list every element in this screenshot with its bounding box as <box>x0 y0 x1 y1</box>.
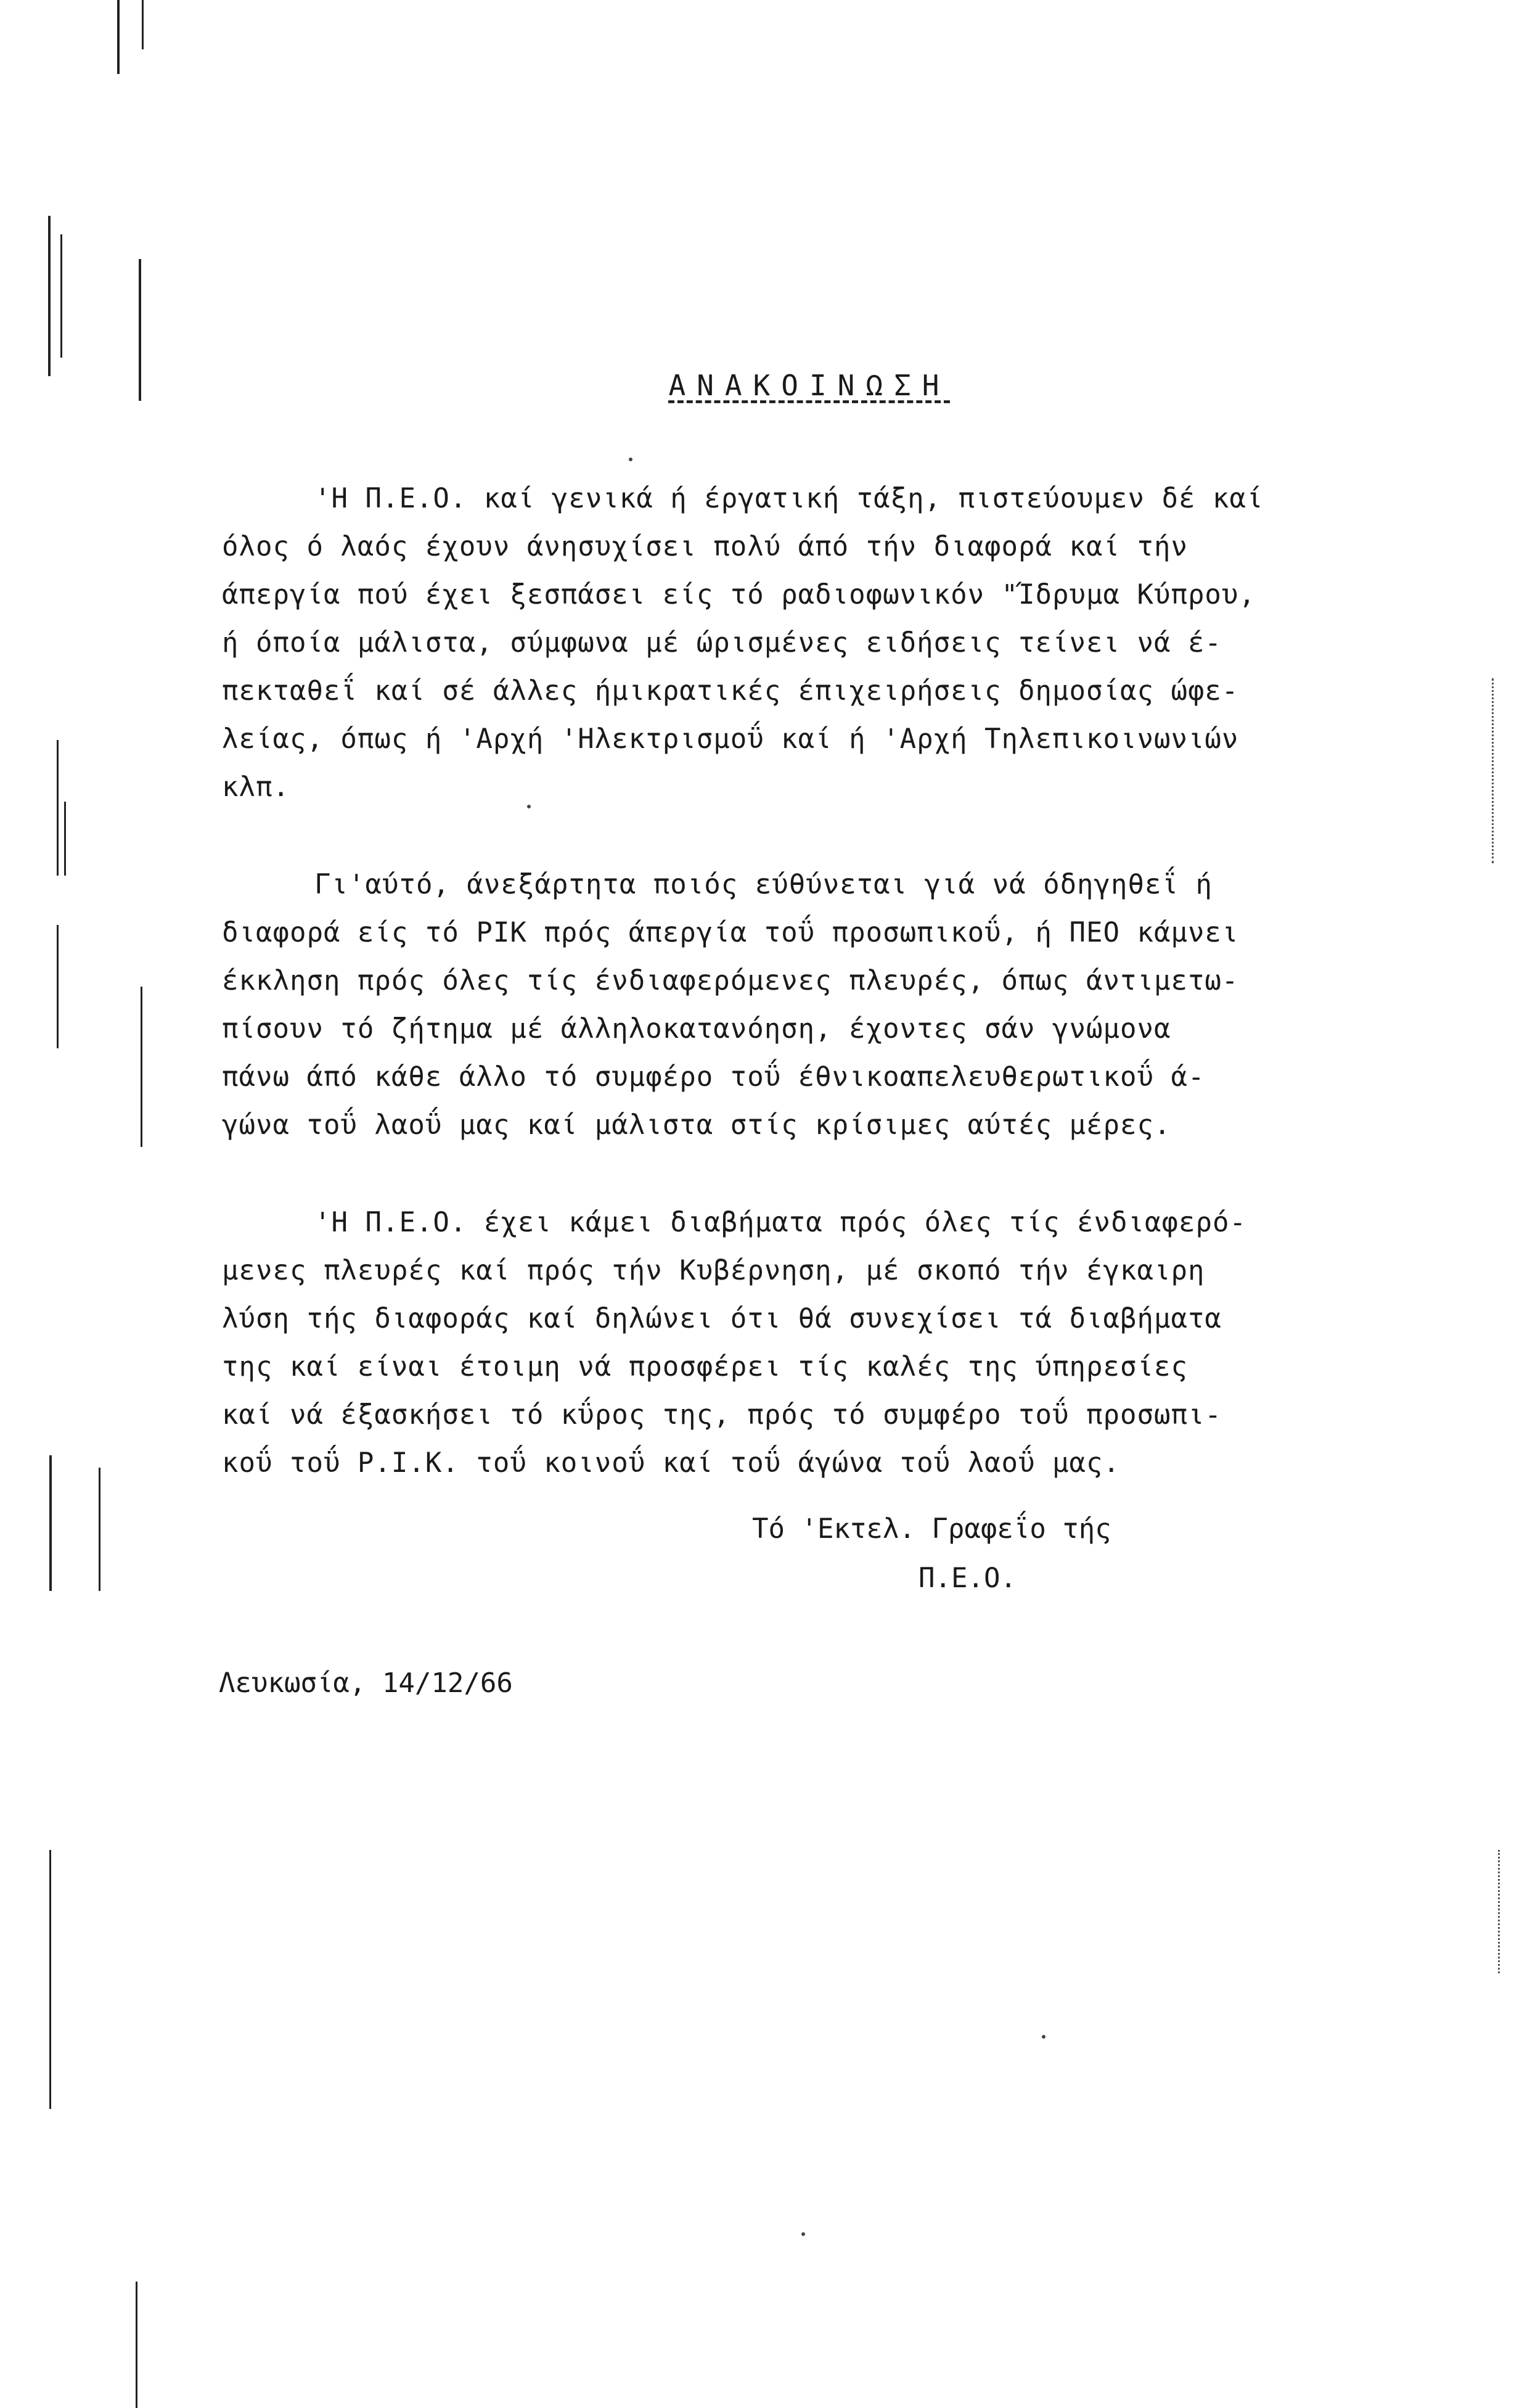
scan-artifact-line <box>48 216 51 376</box>
scan-artifact-line <box>64 802 66 876</box>
signature-block <box>752 1505 1307 1603</box>
scan-artifact-line <box>60 234 62 358</box>
text-line: έκκληση πρός όλες τίς ένδιαφερόμενες πλευρές, όπως άντιμετω- <box>222 965 1239 996</box>
scan-artifact-line <box>49 1455 52 1591</box>
text-line: κοΰ τοΰ Ρ.Ι.Κ. τοΰ κοινοΰ καί τοΰ άγώνα τοΰ λαοΰ μας. <box>222 1447 1120 1479</box>
text-line: άπεργία πού έχει ξεσπάσει είς τό ραδιοφωνικόν "Ίδρυμα Κύπρου, <box>222 579 1256 610</box>
scan-artifact-line <box>136 2282 137 2408</box>
paragraph-3 <box>222 1199 1381 1487</box>
place-date: Λευκωσία, 14/12/66 <box>219 1667 513 1699</box>
text-line: λύση τής διαφοράς καί δηλώνει ότι θά συνεχίσει τά διαβήματα <box>222 1303 1222 1334</box>
text-line: 'Η Π.Ε.Ο. έχει κάμει διαβήματα πρός όλες τίς ένδιαφερό- <box>314 1207 1246 1238</box>
text-line: πίσουν τό ζήτημα μέ άλληλοκατανόηση, έχοντες σάν γνώμονα <box>222 1013 1171 1045</box>
text-line: λείας, όπως ή 'Αρχή 'Ηλεκτρισμοΰ καί ή 'Αρχή Τηλεπικοινωνιών <box>222 723 1239 755</box>
scan-artifact-dots <box>1498 1850 1500 1973</box>
scan-artifact-line <box>99 1468 100 1591</box>
scan-speck <box>629 458 632 461</box>
scan-artifact-line <box>57 925 59 1048</box>
text-line: γώνα τοΰ λαοΰ μας καί μάλιστα στίς κρίσιμες αύτές μέρες. <box>222 1109 1171 1141</box>
scan-artifact-line <box>49 1850 51 2109</box>
text-line: Γι'αύτό, άνεξάρτητα ποιός εύθύνεται γιά νά όδηγηθεΐ ή <box>314 869 1213 900</box>
scan-artifact-line <box>141 987 142 1147</box>
text-line: κλπ. <box>222 771 290 803</box>
scan-artifact-line <box>142 0 144 49</box>
paragraph-2 <box>222 861 1381 1149</box>
paragraph-1 <box>222 475 1381 812</box>
text-line: της καί είναι έτοιμη νά προσφέρει τίς καλές της ύπηρεσίες <box>222 1351 1188 1383</box>
document-body <box>222 475 1381 1537</box>
text-line: διαφορά είς τό ΡΙΚ πρός άπεργία τοΰ προσωπικοΰ, ή ΠΕΟ κάμνει <box>222 917 1239 948</box>
text-line: πεκταθεΐ καί σέ άλλες ήμικρατικές έπιχειρήσεις δημοσίας ώφε- <box>222 675 1239 707</box>
text-line: όλος ό λαός έχουν άνησυχίσει πολύ άπό τήν διαφορά καί τήν <box>222 531 1188 562</box>
text-line: καί νά έξασκήσει τό κΰρος της, πρός τό συμφέρο τοΰ προσωπι- <box>222 1399 1222 1431</box>
text-line: μενες πλευρές καί πρός τήν Κυβέρνηση, μέ σκοπό τήν έγκαιρη <box>222 1255 1205 1286</box>
scan-speck <box>1042 2035 1045 2039</box>
text-line: 'Η Π.Ε.Ο. καί γενικά ή έργατική τάξη, πιστεύουμεν δέ καί <box>314 483 1264 514</box>
scan-artifact-dots <box>1492 678 1494 863</box>
signature-line-1: Τό 'Εκτελ. Γραφεΐο τής <box>752 1513 1111 1545</box>
text-line: πάνω άπό κάθε άλλο τό συμφέρο τοΰ έθνικοαπελευθερωτικοΰ ά- <box>222 1061 1205 1093</box>
scan-speck <box>801 2232 805 2236</box>
scan-artifact-line <box>57 740 59 876</box>
scan-artifact-line <box>117 0 120 74</box>
signature-line-2: Π.Ε.Ο. <box>919 1563 1017 1594</box>
document-title: ΑΝΑΚΟΙΝΩΣΗ <box>668 369 951 402</box>
text-line: ή όποία μάλιστα, σύμφωνα μέ ώρισμένες ειδήσεις τείνει νά έ- <box>222 627 1222 659</box>
